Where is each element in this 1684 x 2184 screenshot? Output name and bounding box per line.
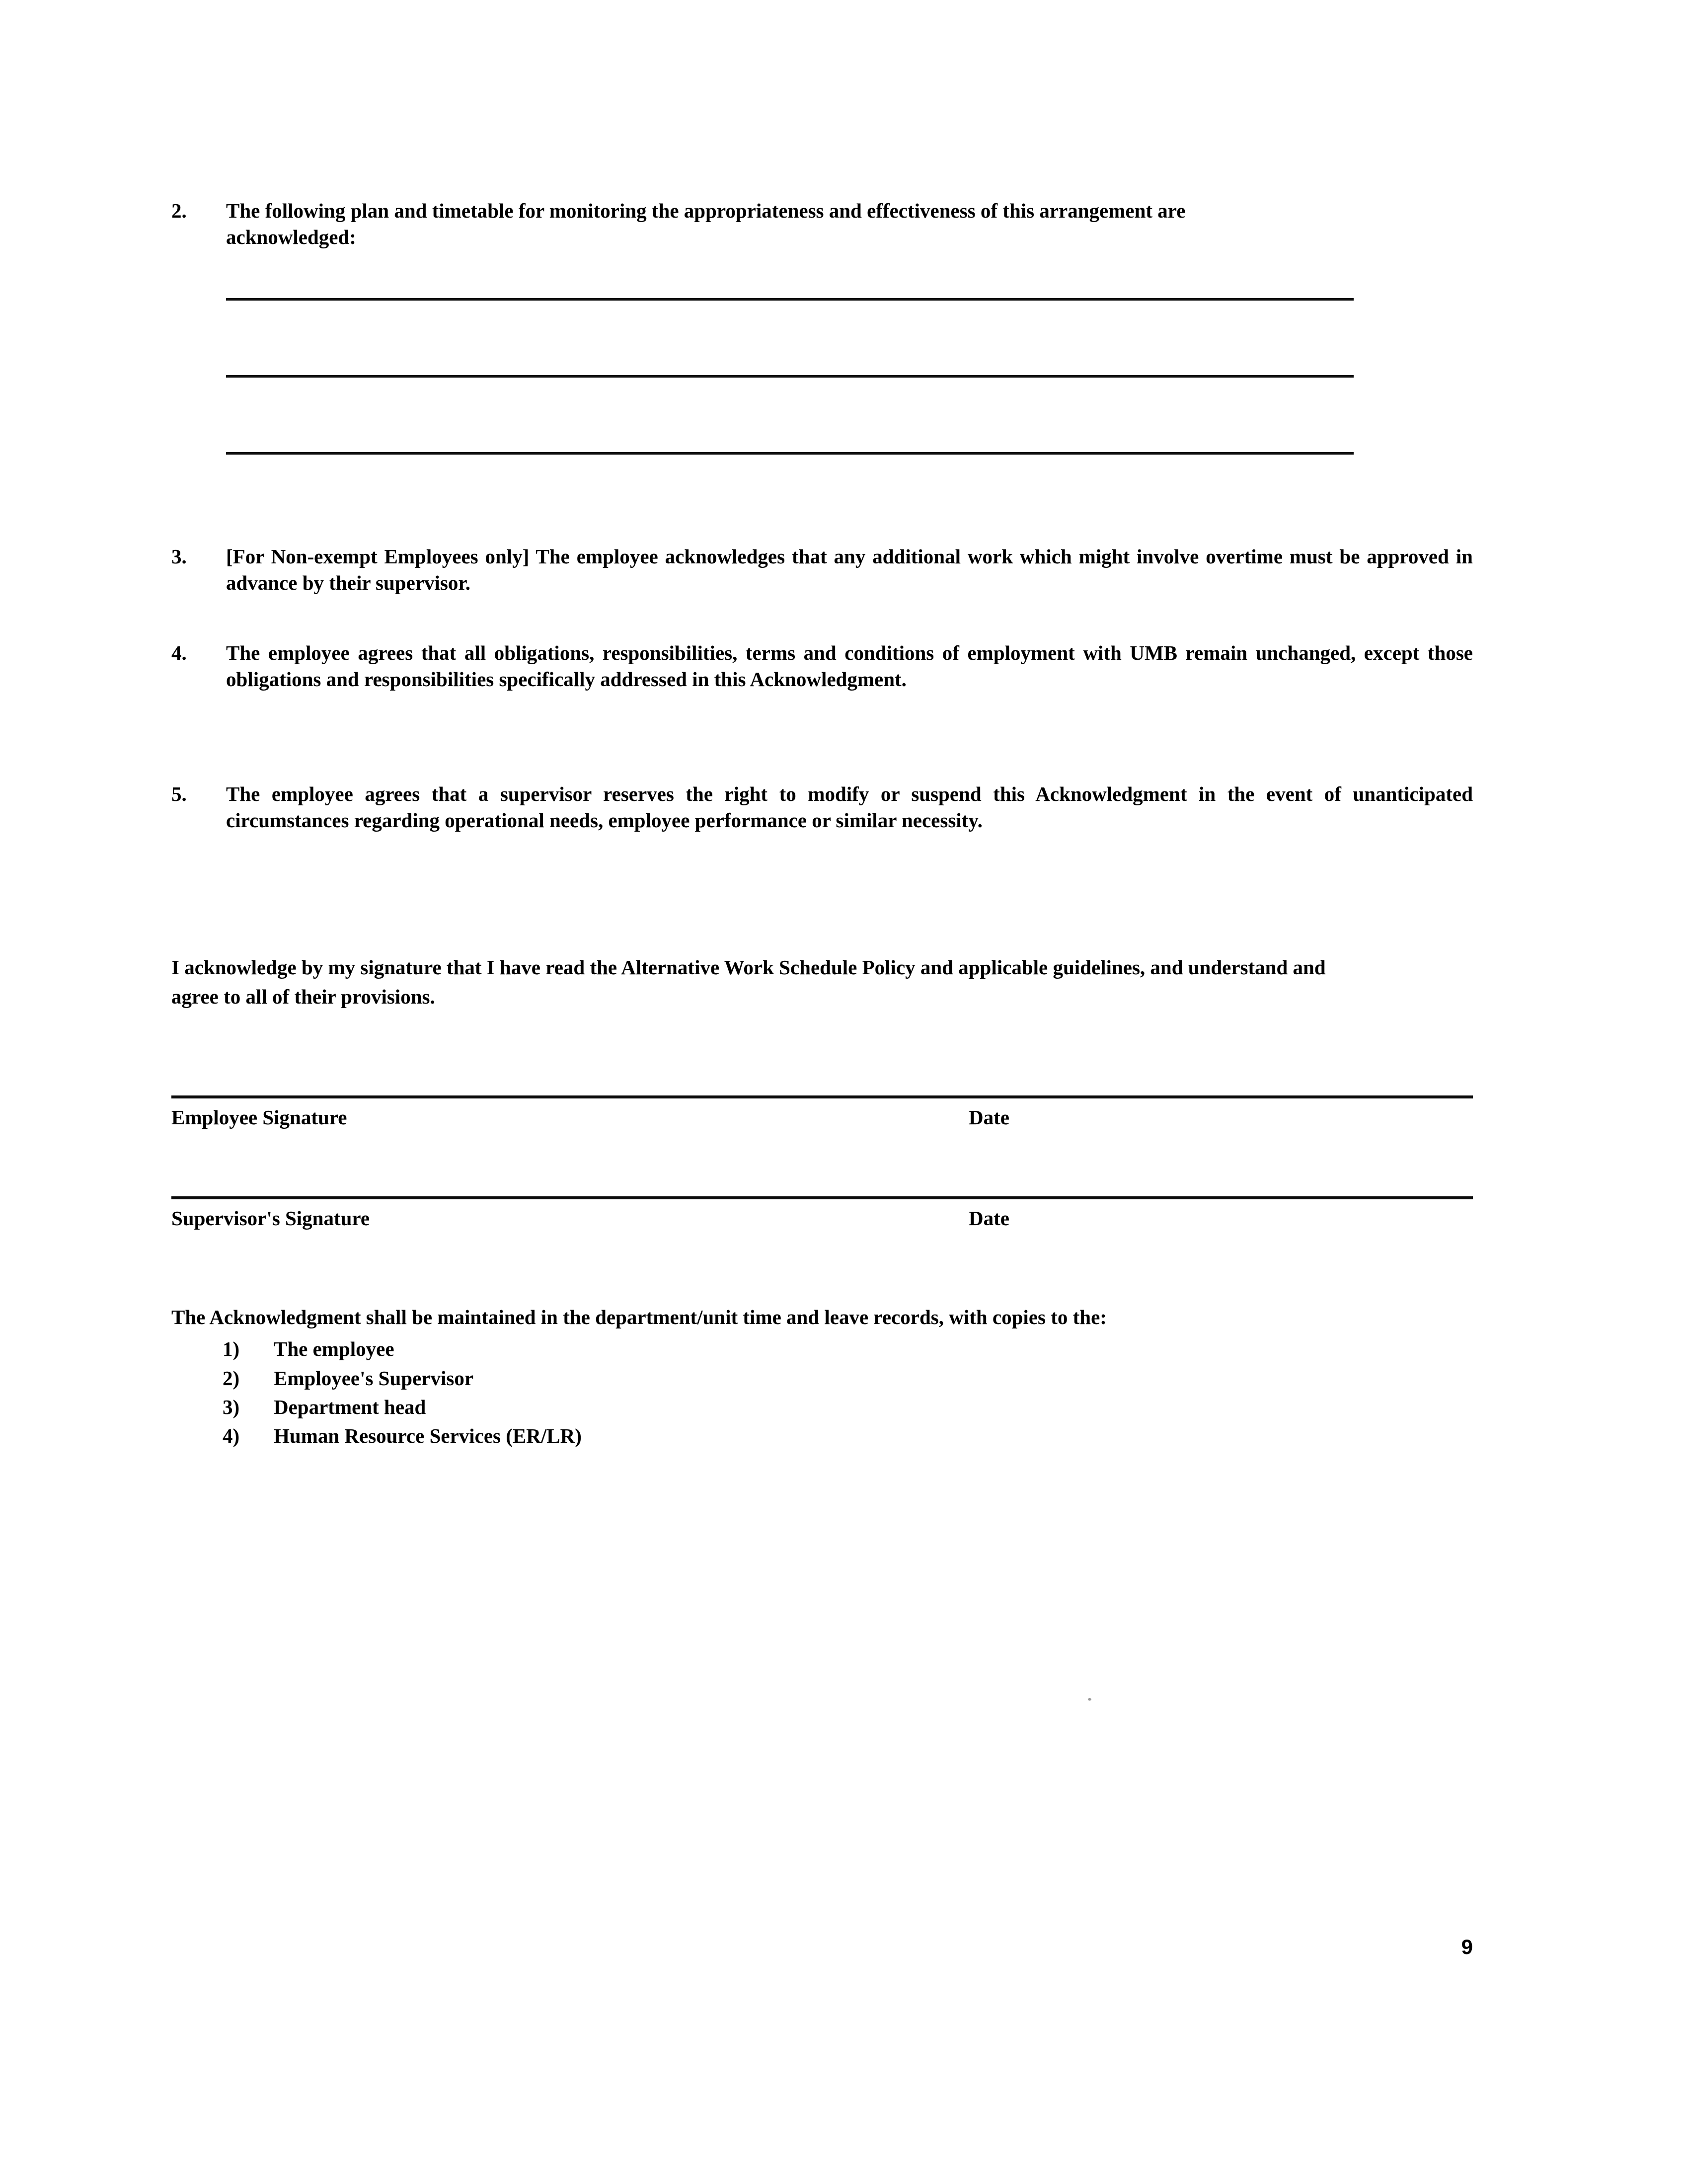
employee-signature-labels xyxy=(171,1105,1473,1141)
list-item xyxy=(171,1364,1473,1393)
list-item xyxy=(171,1334,1473,1363)
scan-artifact-speck xyxy=(1088,1698,1091,1701)
write-in-rule-3[interactable] xyxy=(226,452,1354,455)
list-item xyxy=(171,1393,1473,1421)
write-in-rule-1[interactable] xyxy=(226,298,1354,301)
clause-text: The employee agrees that all obligations, responsibilities, terms and conditions of employment with UMB remain unchanged, except those obligations and responsibilities specifically addressed in this Acknowledgment. xyxy=(226,641,1473,691)
distribution-item-number: 1) xyxy=(223,1337,240,1361)
distribution-item-label: Employee's Supervisor xyxy=(274,1366,474,1390)
distribution-intro: The Acknowledgment shall be maintained in the department/unit time and leave records, with copies to the: xyxy=(171,1306,1107,1328)
clause-text: The following plan and timetable for monitoring the appropriateness and effectiveness of this arrangement are acknowledged: xyxy=(226,199,1186,249)
clause-number: 2. xyxy=(171,199,187,222)
distribution-list xyxy=(171,1334,1473,1450)
distribution-item-label: Department head xyxy=(274,1395,426,1418)
distribution-item-number: 2) xyxy=(223,1366,240,1390)
clause-number: 3. xyxy=(171,545,187,568)
clause-number: 5. xyxy=(171,782,187,805)
distribution-item-label: The employee xyxy=(274,1337,394,1361)
clause-item-2 xyxy=(171,198,1314,251)
clause-item-5 xyxy=(171,781,1473,834)
clause-text: [For Non-exempt Employees only] The employee acknowledges that any additional work which might involve overtime must be approved in advance by their supervisor. xyxy=(226,545,1473,595)
clause-number: 4. xyxy=(171,641,187,664)
distribution-item-number: 3) xyxy=(223,1395,240,1418)
write-in-lines-group xyxy=(226,298,1354,529)
employee-date-label: Date xyxy=(969,1106,1009,1129)
clause-item-4 xyxy=(171,640,1473,693)
acknowledgment-statement: I acknowledge by my signature that I have read the Alternative Work Schedule Policy and applicable guidelines, and understand and agree to all of their provisions. xyxy=(171,956,1326,1009)
distribution-section xyxy=(171,1304,1473,1450)
page-number: 9 xyxy=(1461,1935,1473,1958)
clause-text: The employee agrees that a supervisor reserves the right to modify or suspend this Acknowledgment in the event of unanticipated circumstances regarding operational needs, employee performance or similar necessity. xyxy=(226,782,1473,832)
clause-item-3 xyxy=(171,544,1473,597)
list-item xyxy=(171,1421,1473,1450)
employee-signature-line[interactable] xyxy=(171,1095,1473,1098)
page-content xyxy=(171,0,1473,2184)
signature-block-employee xyxy=(171,1095,1473,1141)
supervisor-signature-labels xyxy=(171,1206,1473,1242)
supervisor-signature-label: Supervisor's Signature xyxy=(171,1207,370,1230)
distribution-item-label: Human Resource Services (ER/LR) xyxy=(274,1424,582,1447)
signature-block-supervisor xyxy=(171,1196,1473,1242)
supervisor-date-label: Date xyxy=(969,1207,1009,1230)
employee-signature-label: Employee Signature xyxy=(171,1106,347,1129)
write-in-rule-2[interactable] xyxy=(226,375,1354,378)
distribution-item-number: 4) xyxy=(223,1424,240,1447)
supervisor-signature-line[interactable] xyxy=(171,1196,1473,1199)
